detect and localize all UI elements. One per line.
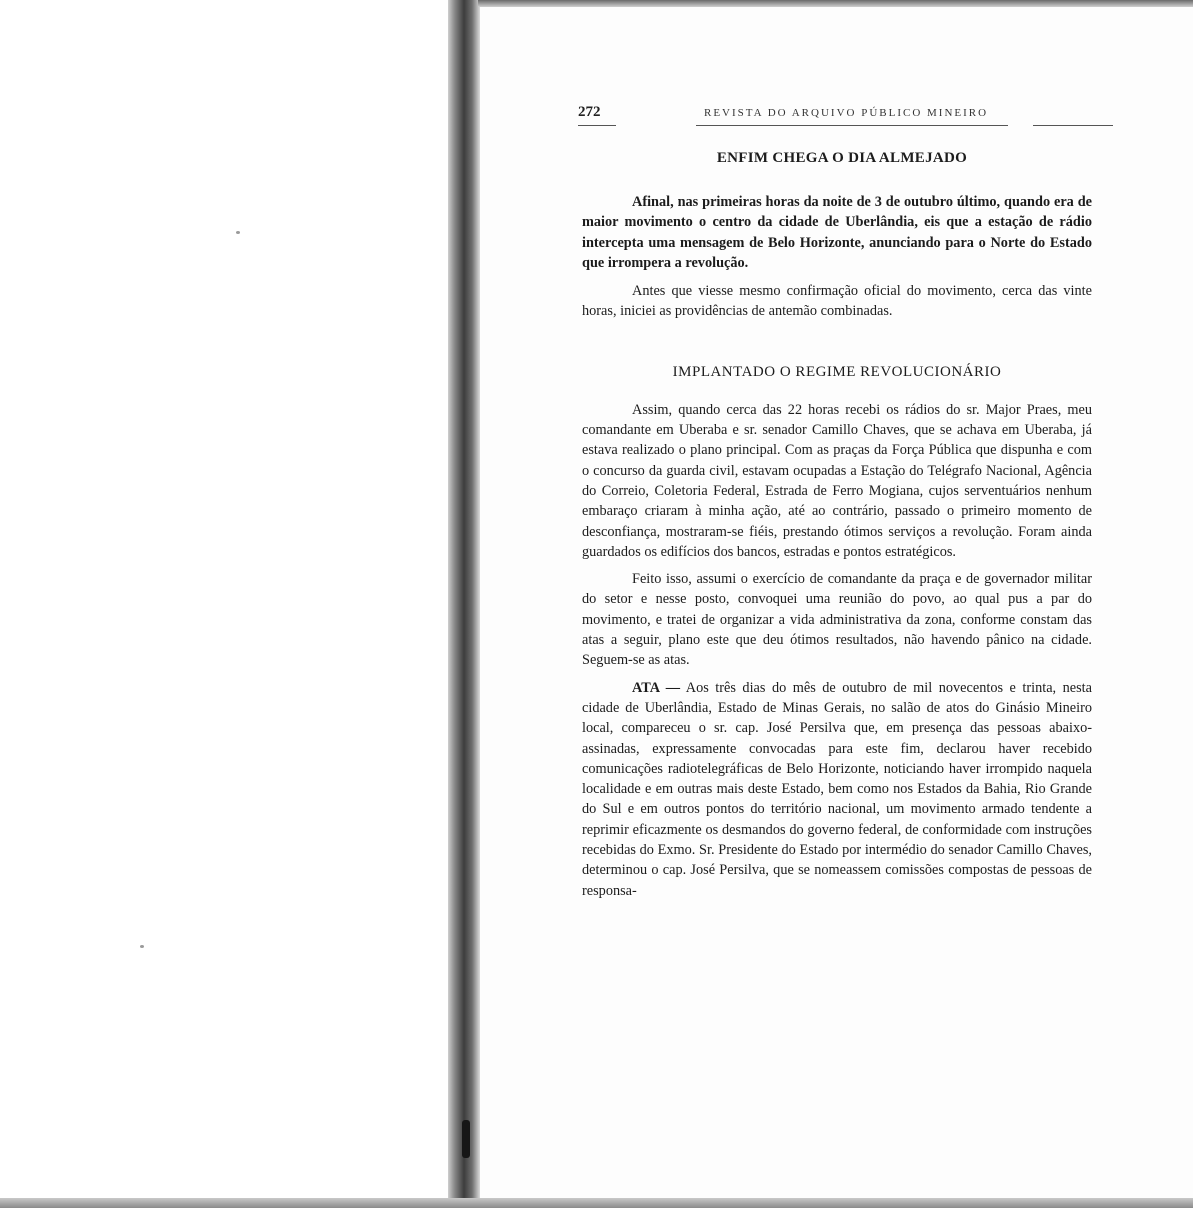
paragraph-5 <box>582 678 1092 901</box>
section-title-1: ENFIM CHEGA O DIA ALMEJADO <box>716 150 968 166</box>
ata-text: Aos três dias do mês de outubro de mil novecentos e trinta, nesta cidade de Uberlândia, Estado de Minas Gerais, no salão de atos do Ginásio Mineiro local, compareceu o sr. cap. José Persilva que, em presença das pessoas abaixo-assinadas, expressamente convocadas para este fim, declarou haver recebido comunicações radiotelegráficas de Belo Horizonte, noticiando haver irrompido naquela localidade e em outras mais deste Estado, bem como nos Estados da Bahia, Rio Grande do Sul e em outros pontos do território nacional, um movimento armado tendente a reprimir eficazmente os desmandos do governo federal, de conformidade com instruções recebidas do Exmo. Sr. Presidente do Estado por intermédio do senador Camillo Chaves, determinou o cap. José Persilva, que se nomeassem comissões compostas de pessoas de responsa- <box>582 679 1092 899</box>
journal-title: REVISTA DO ARQUIVO PÚBLICO MINEIRO <box>704 107 989 119</box>
page-bottom-edge <box>0 1198 1193 1208</box>
header-rule <box>578 125 616 126</box>
page-top-edge <box>478 0 1193 7</box>
left-blank-page <box>0 0 455 1208</box>
paragraph-4: Feito isso, assumi o exercício de comandante da praça e de governador militar do setor e nesse posto, convoquei uma reunião do povo, ao qual pus a par do movimento, e tratei de organizar a vida administrativa da zona, conforme constam das atas a seguir, plano este que deu ótimos resultados, não havendo pânico na cidade. Seguem-se as atas. <box>582 571 1092 669</box>
ata-label: ATA — <box>632 679 681 696</box>
paragraph-2: Antes que viesse mesmo confirmação oficial do movimento, cerca das vinte horas, iniciei as providências de antemão combinadas. <box>582 283 1092 320</box>
book-gutter <box>448 0 480 1208</box>
running-header <box>578 104 1113 128</box>
paper-speck <box>140 945 144 948</box>
paragraph-1: Afinal, nas primeiras horas da noite de 3 de outubro último, quando era de maior movimento o centro da cidade de Uberlândia, eis que a estação de rádio intercepta uma mensagem de Belo Horizonte, anunciando para o Norte do Estado que irrompera a revolução. <box>582 194 1092 271</box>
paper-speck <box>236 231 240 234</box>
binding-mark <box>462 1120 470 1158</box>
header-rule <box>1033 125 1113 126</box>
page-number: 272 <box>578 104 601 120</box>
section-title-2: IMPLANTADO O REGIME REVOLUCIONÁRIO <box>672 363 1002 380</box>
header-rule <box>696 125 1008 126</box>
paragraph-3: Assim, quando cerca das 22 horas recebi os rádios do sr. Major Praes, meu comandante em Uberaba e sr. senador Camillo Chaves, que se achava em Uberaba, já estava realizado o plano principal. Com as praças da Força Pública que dispunha e com o concurso da guarda civil, estavam ocupadas a Estação do Telégrafo Nacional, Agência do Correio, Coletoria Federal, Estrada de Ferro Mogiana, cujos serventuários nenhum embaraço criaram à minha ação, até ao contrário, passado o primeiro momento de desconfiança, mostraram-se fiéis, prestando ótimos serviços a revolução. Foram ainda guardados os edifícios dos bancos, estradas e pontos estratégicos. <box>582 401 1092 560</box>
article-body <box>582 144 1092 901</box>
